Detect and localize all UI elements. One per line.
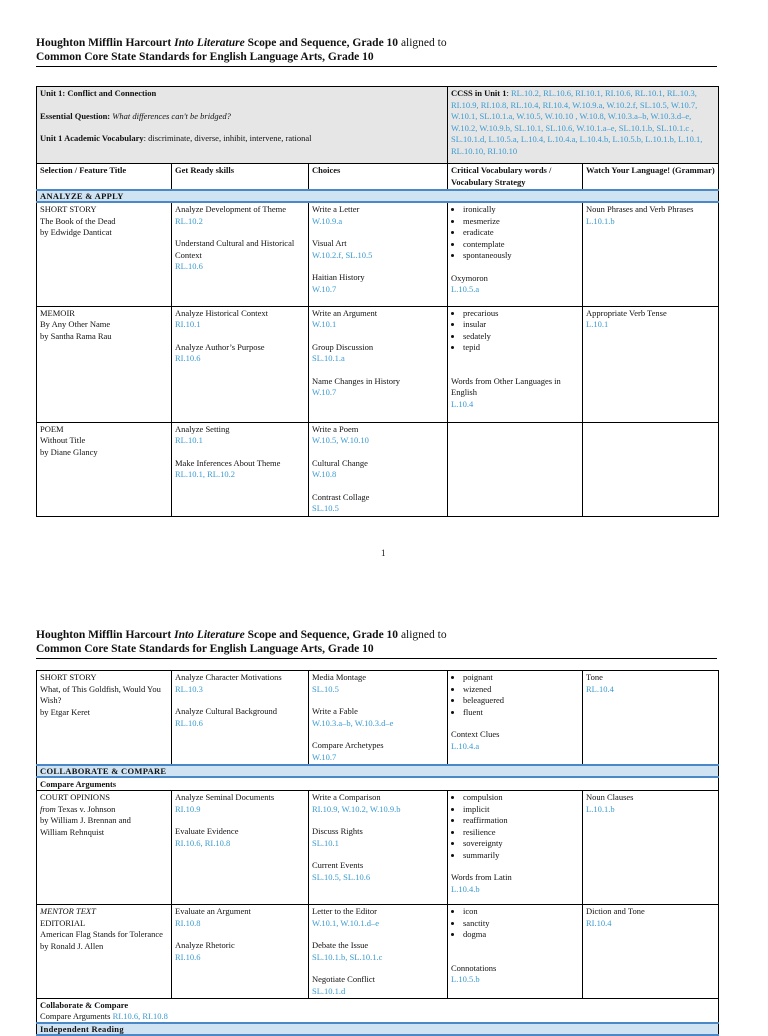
table-row — [37, 422, 719, 516]
selection-cell: MENTOR TEXT EDITORIAL American Flag Stands for Tolerance by Ronald J. Allen — [37, 905, 172, 999]
title-tail: aligned to — [398, 37, 447, 49]
grammar-cell: Noun Phrases and Verb Phrases L.10.1.b — [583, 202, 719, 306]
list-item: • icon — [463, 906, 579, 918]
list-item: • reaffirmation — [463, 815, 579, 827]
table-row — [37, 306, 719, 422]
unit-title: Unit 1: Conflict and Connection — [40, 88, 157, 98]
title-standards: Common Core State Standards for English Language Arts, Grade 10 — [36, 51, 374, 63]
vocabulary-cell: • compulsion • implicit • reaffirmation • resilience • sovereignty • summarily Words from Latin L.10.4.b — [448, 791, 583, 905]
col-header-choices: Choices — [309, 164, 448, 191]
vocabulary-cell: • poignant • wizened • beleaguered • fluent Context Clues L.10.4.a — [448, 671, 583, 766]
col-header-selection: Selection / Feature Title — [37, 164, 172, 191]
list-item: • poignant — [463, 672, 579, 684]
subband-compare-arguments: Compare Arguments — [37, 777, 719, 791]
vocabulary-cell: • precarious • insular • sedately • tepid Words from Other Languages in English L.10.4 — [448, 306, 583, 422]
selection-cell: POEM Without Title by Diane Glancy — [37, 422, 172, 516]
col-header-vocabulary: Critical Vocabulary words / Vocabulary Strategy — [448, 164, 583, 191]
unit-info-cell — [37, 87, 448, 164]
list-item: • compulsion — [463, 792, 579, 804]
skills-cell: Analyze Seminal Documents RI.10.9 Evaluate Evidence RI.10.6, RI.10.8 — [172, 791, 309, 905]
list-item: • ironically — [463, 204, 579, 216]
list-item: • dogma — [463, 929, 579, 941]
page-number: 1 — [381, 548, 386, 558]
table-row — [37, 905, 719, 999]
list-item: • fluent — [463, 707, 579, 719]
document-title — [36, 36, 736, 64]
unit-row — [37, 87, 719, 164]
title-publisher: Houghton Mifflin Harcourt — [36, 37, 175, 49]
grammar-cell: Tone RL.10.4 — [583, 671, 719, 766]
grammar-cell: Diction and Tone RI.10.4 — [583, 905, 719, 999]
academic-vocabulary: Unit 1 Academic Vocabulary: discriminate, diverse, inhibit, intervene, rational — [40, 133, 312, 143]
ccss-label: CCSS in Unit 1 — [451, 88, 507, 98]
collaborate-footer-row: Collaborate & Compare Compare Arguments RI.10.6, RI.10.8 — [37, 999, 719, 1024]
col-header-grammar: Watch Your Language! (Grammar) — [583, 164, 719, 191]
list-item: • summarily — [463, 850, 579, 862]
scope-table-page2 — [36, 670, 719, 1036]
choices-cell: Write a Poem W.10.5, W.10.10 Cultural Change W.10.8 Contrast Collage SL.10.5 — [309, 422, 448, 516]
selection-cell: SHORT STORY What, of This Goldfish, Would You Wish? by Etgar Keret — [37, 671, 172, 766]
list-item: • beleaguered — [463, 695, 579, 707]
selection-cell: COURT OPINIONS from Texas v. Johnson by William J. Brennan and William Rehnquist — [37, 791, 172, 905]
ccss-codes: RL.10.2, RL.10.6, RI.10.1, RI.10.6, RL.10.1, RL.10.3, RI.10.9, RI.10.8, RL.10.4, RI.10.4, W.10.9.a, W.10.2.f, SL.10.5, W.10.7, W.10.1, SL.10.1.a, W.10.5, W.10.10 , W.10.8, W.10.3.a–b, W.10.3.d–e, W.10.2, W.10.9.b, SL.10.1, SL.10.6, W.10.1.a–e, SL.10.1.b, SL.10.1.c , SL.10.1.d, L.10.5.a, L.10.4, L.10.4.a, L.10.4.b, L.10.5.b, L.10.1.b, L.10.1, RL.10.10, RI.10.10 — [451, 88, 703, 156]
choices-cell: Write an Argument W.10.1 Group Discussion SL.10.1.a Name Changes in History W.10.7 — [309, 306, 448, 422]
list-item: • spontaneously — [463, 250, 579, 262]
col-header-skills: Get Ready skills — [172, 164, 309, 191]
vocabulary-cell: • ironically • mesmerize • eradicate • contemplate • spontaneously Oxymoron L.10.5.a — [448, 202, 583, 306]
selection-cell: SHORT STORY The Book of the Dead by Edwidge Danticat — [37, 202, 172, 306]
title-scope: Scope and Sequence, Grade 10 — [244, 37, 399, 49]
table-row — [37, 202, 719, 306]
skills-cell: Analyze Historical Context RI.10.1 Analyze Author’s Purpose RI.10.6 — [172, 306, 309, 422]
choices-cell: Write a Letter W.10.9.a Visual Art W.10.2.f, SL.10.5 Haitian History W.10.7 — [309, 202, 448, 306]
list-item: • insular — [463, 319, 579, 331]
title-program: Into Literature — [174, 37, 245, 49]
choices-cell: Write a Comparison RI.10.9, W.10.2, W.10.9.b Discuss Rights SL.10.1 Current Events SL.10.5, SL.10.6 — [309, 791, 448, 905]
list-item: • resilience — [463, 827, 579, 839]
band-independent-reading: Independent Reading — [37, 1023, 719, 1035]
column-header-row — [37, 164, 719, 191]
table-row — [37, 791, 719, 905]
grammar-cell: Appropriate Verb Tense L.10.1 — [583, 306, 719, 422]
choices-cell: Media Montage SL.10.5 Write a Fable W.10.3.a–b, W.10.3.d–e Compare Archetypes W.10.7 — [309, 671, 448, 766]
selection-cell: MEMOIR By Any Other Name by Santha Rama Rau — [37, 306, 172, 422]
header-rule — [36, 658, 717, 659]
list-item: • precarious — [463, 308, 579, 320]
choices-cell: Letter to the Editor W.10.1, W.10.1.d–e Debate the Issue SL.10.1.b, SL.10.1.c Negotiate Conflict SL.10.1.d — [309, 905, 448, 999]
skills-cell: Evaluate an Argument RI.10.8 Analyze Rhetoric RI.10.6 — [172, 905, 309, 999]
list-item: • sedately — [463, 331, 579, 343]
vocabulary-cell: • icon • sanctity • dogma Connotations L.10.5.b — [448, 905, 583, 999]
scope-table-page1 — [36, 86, 719, 517]
skills-cell: Analyze Development of Theme RL.10.2 Understand Cultural and Historical Context RL.10.6 — [172, 202, 309, 306]
grammar-cell — [583, 422, 719, 516]
band-collaborate-compare: COLLABORATE & COMPARE — [37, 765, 719, 777]
table-row — [37, 671, 719, 766]
document-title: Houghton Mifflin Harcourt Into Literature Scope and Sequence, Grade 10 aligned to Common Core State Standards for English Language Arts, Grade 10 — [36, 629, 447, 655]
grammar-cell: Noun Clauses L.10.1.b — [583, 791, 719, 905]
vocabulary-cell — [448, 422, 583, 516]
list-item: • sovereignty — [463, 838, 579, 850]
list-item: • eradicate — [463, 227, 579, 239]
list-item: • mesmerize — [463, 216, 579, 228]
skills-cell: Analyze Setting RL.10.1 Make Inferences About Theme RL.10.1, RL.10.2 — [172, 422, 309, 516]
band-analyze-apply: ANALYZE & APPLY — [37, 190, 719, 202]
skills-cell: Analyze Character Motivations RL.10.3 Analyze Cultural Background RL.10.6 — [172, 671, 309, 766]
list-item: • contemplate — [463, 239, 579, 251]
essential-question: Essential Question: What differences can't be bridged? — [40, 110, 231, 121]
list-item: • implicit — [463, 804, 579, 816]
list-item: • sanctity — [463, 918, 579, 930]
header-rule — [36, 66, 717, 67]
ccss-cell: CCSS in Unit 1: RL.10.2, RL.10.6, RI.10.1, RI.10.6, RL.10.1, RL.10.3, RI.10.9, RI.10.8, RL.10.4, RI.10.4, W.10.9.a, W.10.2.f, SL.10.5, W.10.7, W.10.1, SL.10.1.a, W.10.5, W.10.10 , W.10.8, W.10.3.a–b, W.10.3.d–e, W.10.2, W.10.9.b, SL.10.1, SL.10.6, W.10.1.a–e, SL.10.1.b, SL.10.1.c , SL.10.1.d, L.10.5.a, L.10.4, L.10.4.a, L.10.4.b, L.10.5.b, L.10.1.b, L.10.1, RL.10.10, RI.10.10 — [448, 87, 719, 164]
list-item: • tepid — [463, 342, 579, 354]
list-item: • wizened — [463, 684, 579, 696]
